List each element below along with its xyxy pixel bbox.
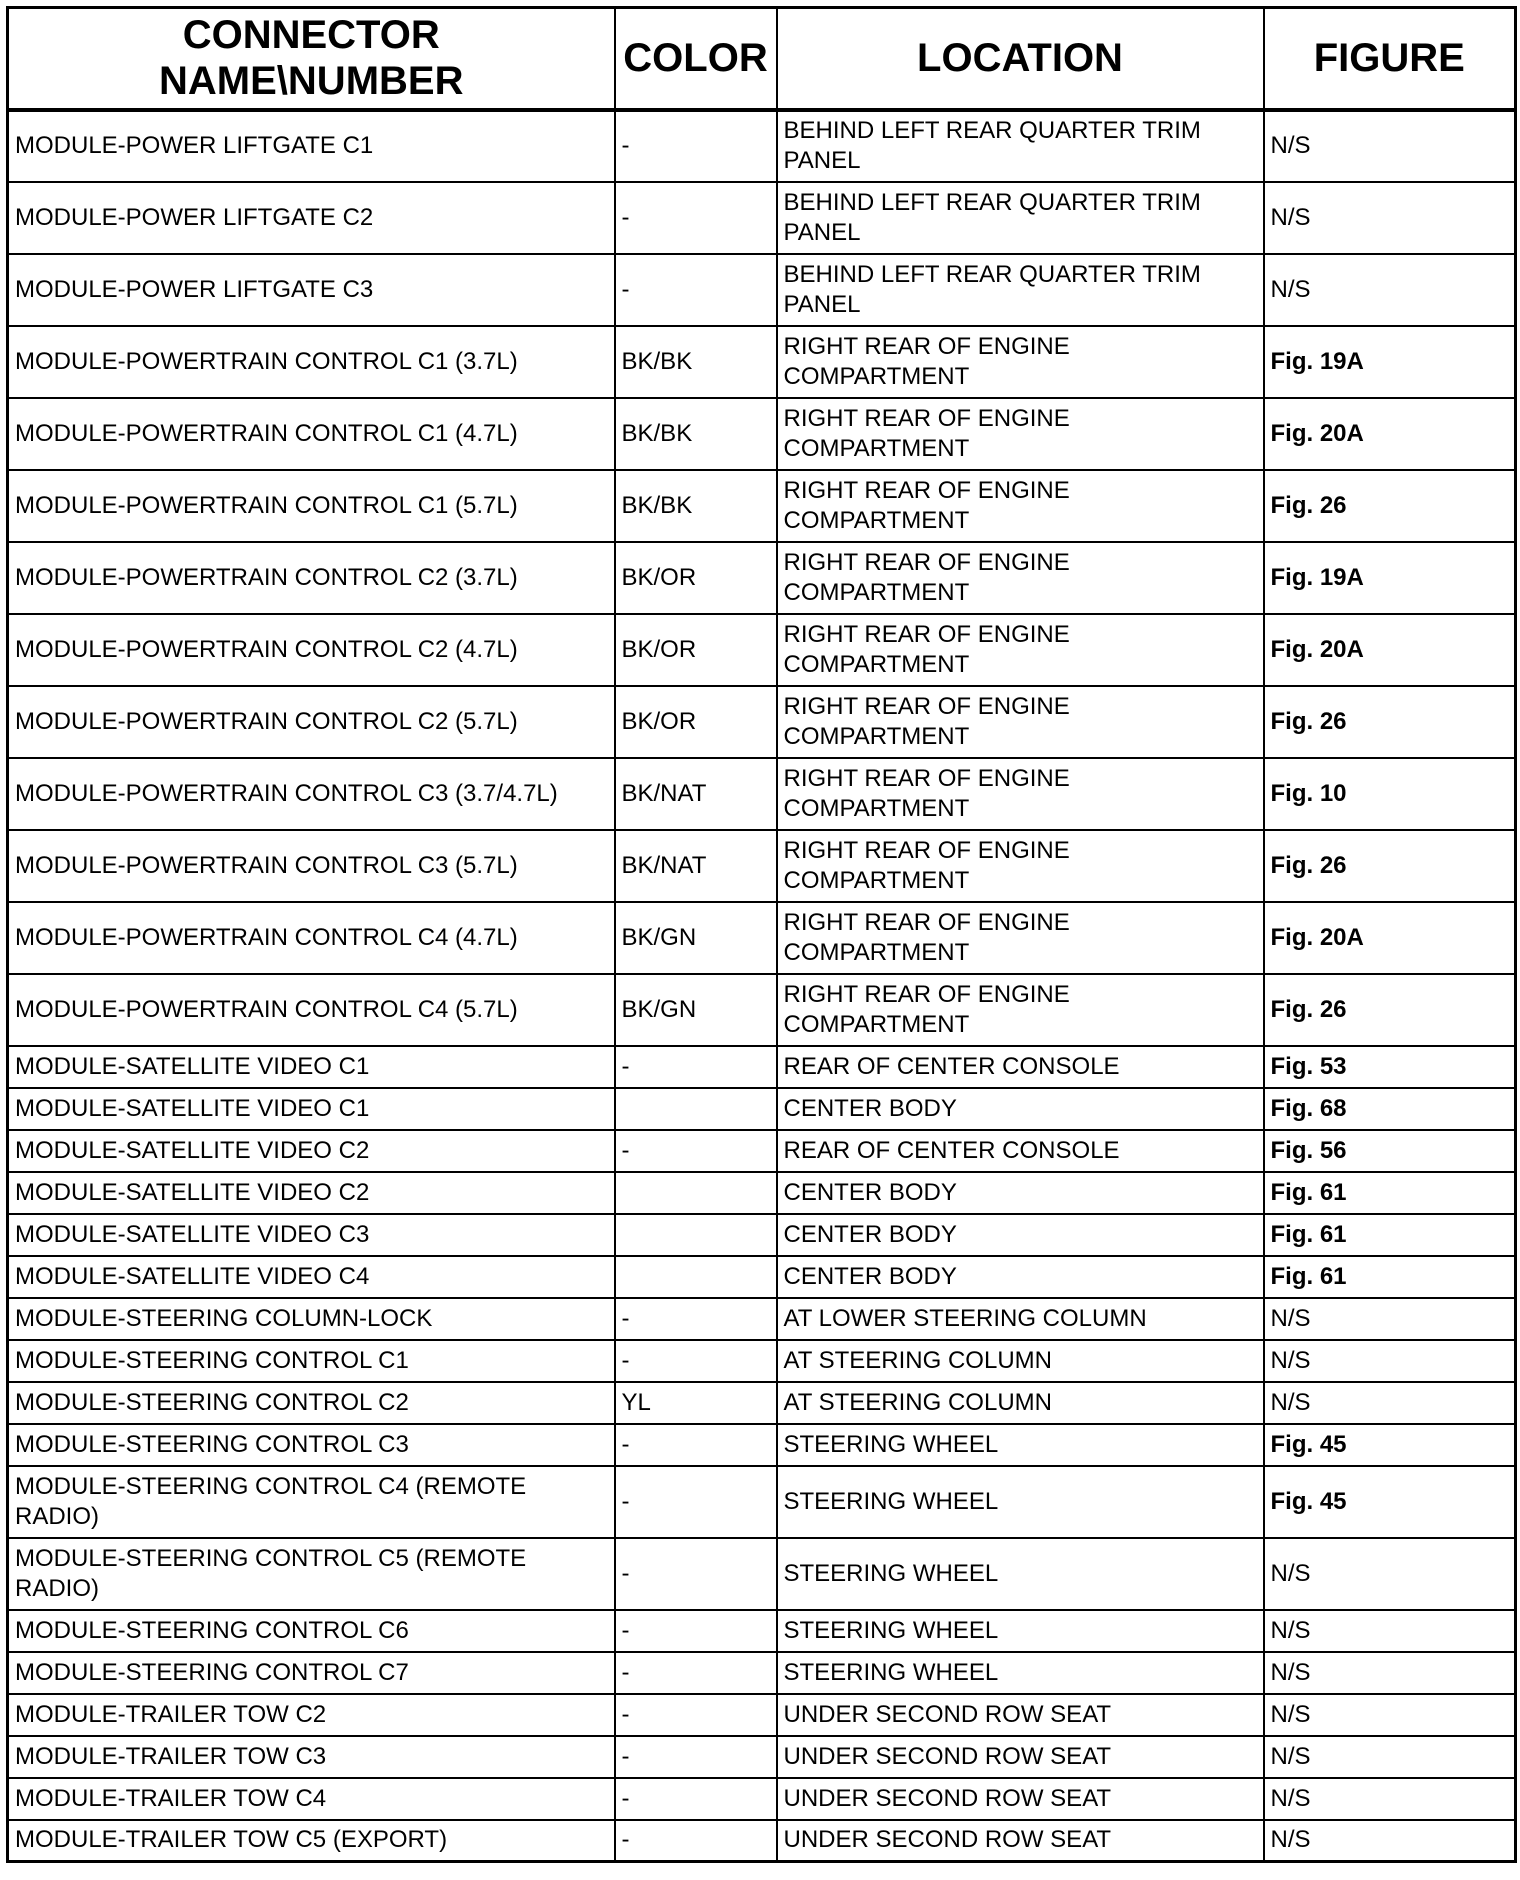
cell-location: CENTER BODY xyxy=(777,1172,1264,1214)
cell-connector-name: MODULE-POWERTRAIN CONTROL C1 (5.7L) xyxy=(8,470,615,542)
cell-color: BK/GN xyxy=(615,902,777,974)
cell-figure: Fig. 68 xyxy=(1264,1088,1516,1130)
cell-color: - xyxy=(615,1820,777,1862)
cell-location: BEHIND LEFT REAR QUARTER TRIM PANEL xyxy=(777,182,1264,254)
cell-location: RIGHT REAR OF ENGINE COMPARTMENT xyxy=(777,326,1264,398)
cell-connector-name: MODULE-STEERING CONTROL C7 xyxy=(8,1652,615,1694)
table-body xyxy=(8,110,1516,1862)
table-header xyxy=(8,8,1516,110)
table-row xyxy=(8,1172,1516,1214)
cell-location: RIGHT REAR OF ENGINE COMPARTMENT xyxy=(777,758,1264,830)
cell-color: BK/BK xyxy=(615,470,777,542)
cell-connector-name: MODULE-POWER LIFTGATE C2 xyxy=(8,182,615,254)
cell-location: RIGHT REAR OF ENGINE COMPARTMENT xyxy=(777,470,1264,542)
cell-connector-name: MODULE-TRAILER TOW C5 (EXPORT) xyxy=(8,1820,615,1862)
cell-color: - xyxy=(615,1424,777,1466)
table-row xyxy=(8,326,1516,398)
table-row xyxy=(8,1610,1516,1652)
cell-figure: Fig. 20A xyxy=(1264,614,1516,686)
cell-color: - xyxy=(615,110,777,182)
cell-location: CENTER BODY xyxy=(777,1256,1264,1298)
cell-color: YL xyxy=(615,1382,777,1424)
cell-figure: N/S xyxy=(1264,1610,1516,1652)
cell-figure: Fig. 61 xyxy=(1264,1214,1516,1256)
cell-location: RIGHT REAR OF ENGINE COMPARTMENT xyxy=(777,974,1264,1046)
cell-connector-name: MODULE-POWERTRAIN CONTROL C2 (5.7L) xyxy=(8,686,615,758)
cell-connector-name: MODULE-SATELLITE VIDEO C1 xyxy=(8,1088,615,1130)
cell-connector-name: MODULE-SATELLITE VIDEO C3 xyxy=(8,1214,615,1256)
cell-connector-name: MODULE-SATELLITE VIDEO C2 xyxy=(8,1172,615,1214)
table-row xyxy=(8,182,1516,254)
cell-figure: N/S xyxy=(1264,1652,1516,1694)
cell-location: RIGHT REAR OF ENGINE COMPARTMENT xyxy=(777,398,1264,470)
cell-location: BEHIND LEFT REAR QUARTER TRIM PANEL xyxy=(777,254,1264,326)
cell-connector-name: MODULE-POWERTRAIN CONTROL C1 (3.7L) xyxy=(8,326,615,398)
cell-figure: Fig. 26 xyxy=(1264,470,1516,542)
table-row xyxy=(8,686,1516,758)
cell-color: BK/NAT xyxy=(615,758,777,830)
cell-connector-name: MODULE-STEERING CONTROL C6 xyxy=(8,1610,615,1652)
table-row xyxy=(8,1820,1516,1862)
cell-color: BK/OR xyxy=(615,686,777,758)
table-row xyxy=(8,902,1516,974)
cell-connector-name: MODULE-STEERING CONTROL C2 xyxy=(8,1382,615,1424)
cell-color xyxy=(615,1172,777,1214)
table-row xyxy=(8,1088,1516,1130)
header-color: COLOR xyxy=(615,8,777,110)
cell-location: UNDER SECOND ROW SEAT xyxy=(777,1736,1264,1778)
cell-figure: Fig. 45 xyxy=(1264,1466,1516,1538)
cell-location: REAR OF CENTER CONSOLE xyxy=(777,1046,1264,1088)
table-row xyxy=(8,1466,1516,1538)
cell-figure: Fig. 10 xyxy=(1264,758,1516,830)
cell-location: STEERING WHEEL xyxy=(777,1466,1264,1538)
cell-figure: Fig. 53 xyxy=(1264,1046,1516,1088)
cell-color: BK/BK xyxy=(615,326,777,398)
cell-location: UNDER SECOND ROW SEAT xyxy=(777,1820,1264,1862)
cell-connector-name: MODULE-POWERTRAIN CONTROL C1 (4.7L) xyxy=(8,398,615,470)
table-row xyxy=(8,1340,1516,1382)
table-row xyxy=(8,1736,1516,1778)
cell-connector-name: MODULE-STEERING CONTROL C1 xyxy=(8,1340,615,1382)
cell-color: - xyxy=(615,1778,777,1820)
table-row xyxy=(8,1424,1516,1466)
cell-connector-name: MODULE-POWERTRAIN CONTROL C2 (3.7L) xyxy=(8,542,615,614)
cell-figure: N/S xyxy=(1264,1340,1516,1382)
cell-figure: Fig. 56 xyxy=(1264,1130,1516,1172)
cell-color xyxy=(615,1256,777,1298)
cell-color: - xyxy=(615,1340,777,1382)
cell-color: - xyxy=(615,1130,777,1172)
cell-figure: Fig. 61 xyxy=(1264,1256,1516,1298)
table-row xyxy=(8,398,1516,470)
cell-color: BK/GN xyxy=(615,974,777,1046)
cell-figure: Fig. 45 xyxy=(1264,1424,1516,1466)
cell-connector-name: MODULE-TRAILER TOW C3 xyxy=(8,1736,615,1778)
cell-figure: Fig. 26 xyxy=(1264,686,1516,758)
table-row xyxy=(8,1130,1516,1172)
table-row xyxy=(8,542,1516,614)
table-row xyxy=(8,974,1516,1046)
table-row xyxy=(8,470,1516,542)
cell-location: AT STEERING COLUMN xyxy=(777,1340,1264,1382)
table-row xyxy=(8,1382,1516,1424)
cell-connector-name: MODULE-POWER LIFTGATE C1 xyxy=(8,110,615,182)
cell-connector-name: MODULE-TRAILER TOW C4 xyxy=(8,1778,615,1820)
header-row xyxy=(8,8,1516,110)
cell-color: - xyxy=(615,1694,777,1736)
table-row xyxy=(8,1046,1516,1088)
cell-connector-name: MODULE-POWERTRAIN CONTROL C3 (3.7/4.7L) xyxy=(8,758,615,830)
cell-connector-name: MODULE-TRAILER TOW C2 xyxy=(8,1694,615,1736)
cell-location: UNDER SECOND ROW SEAT xyxy=(777,1778,1264,1820)
cell-location: RIGHT REAR OF ENGINE COMPARTMENT xyxy=(777,542,1264,614)
cell-color: BK/BK xyxy=(615,398,777,470)
cell-connector-name: MODULE-POWERTRAIN CONTROL C2 (4.7L) xyxy=(8,614,615,686)
cell-figure: Fig. 19A xyxy=(1264,542,1516,614)
cell-figure: N/S xyxy=(1264,182,1516,254)
cell-connector-name: MODULE-STEERING CONTROL C3 xyxy=(8,1424,615,1466)
cell-connector-name: MODULE-STEERING CONTROL C5 (REMOTE RADIO) xyxy=(8,1538,615,1610)
table-row xyxy=(8,758,1516,830)
cell-location: STEERING WHEEL xyxy=(777,1610,1264,1652)
cell-location: CENTER BODY xyxy=(777,1088,1264,1130)
table-row xyxy=(8,1652,1516,1694)
cell-connector-name: MODULE-POWERTRAIN CONTROL C4 (4.7L) xyxy=(8,902,615,974)
cell-location: RIGHT REAR OF ENGINE COMPARTMENT xyxy=(777,902,1264,974)
cell-color: BK/OR xyxy=(615,542,777,614)
cell-figure: Fig. 26 xyxy=(1264,974,1516,1046)
cell-figure: N/S xyxy=(1264,1694,1516,1736)
table-row xyxy=(8,830,1516,902)
cell-color: - xyxy=(615,1610,777,1652)
cell-color xyxy=(615,1088,777,1130)
cell-connector-name: MODULE-POWER LIFTGATE C3 xyxy=(8,254,615,326)
cell-connector-name: MODULE-POWERTRAIN CONTROL C4 (5.7L) xyxy=(8,974,615,1046)
cell-connector-name: MODULE-STEERING CONTROL C4 (REMOTE RADIO) xyxy=(8,1466,615,1538)
cell-figure: N/S xyxy=(1264,1382,1516,1424)
cell-color: BK/OR xyxy=(615,614,777,686)
cell-location: RIGHT REAR OF ENGINE COMPARTMENT xyxy=(777,614,1264,686)
cell-location: BEHIND LEFT REAR QUARTER TRIM PANEL xyxy=(777,110,1264,182)
header-connector-name: CONNECTOR NAME\NUMBER xyxy=(8,8,615,110)
cell-color: BK/NAT xyxy=(615,830,777,902)
cell-color xyxy=(615,1214,777,1256)
cell-figure: N/S xyxy=(1264,1778,1516,1820)
cell-location: STEERING WHEEL xyxy=(777,1538,1264,1610)
cell-location: CENTER BODY xyxy=(777,1214,1264,1256)
cell-location: UNDER SECOND ROW SEAT xyxy=(777,1694,1264,1736)
cell-figure: N/S xyxy=(1264,110,1516,182)
table-row xyxy=(8,1298,1516,1340)
cell-location: RIGHT REAR OF ENGINE COMPARTMENT xyxy=(777,830,1264,902)
table-row xyxy=(8,1694,1516,1736)
connector-table xyxy=(6,6,1517,1863)
cell-figure: Fig. 61 xyxy=(1264,1172,1516,1214)
cell-connector-name: MODULE-STEERING COLUMN-LOCK xyxy=(8,1298,615,1340)
table-row xyxy=(8,1256,1516,1298)
cell-location: AT STEERING COLUMN xyxy=(777,1382,1264,1424)
cell-figure: N/S xyxy=(1264,1298,1516,1340)
cell-figure: Fig. 20A xyxy=(1264,398,1516,470)
cell-connector-name: MODULE-POWERTRAIN CONTROL C3 (5.7L) xyxy=(8,830,615,902)
cell-figure: N/S xyxy=(1264,1820,1516,1862)
cell-location: AT LOWER STEERING COLUMN xyxy=(777,1298,1264,1340)
cell-figure: N/S xyxy=(1264,1538,1516,1610)
cell-figure: N/S xyxy=(1264,254,1516,326)
cell-color: - xyxy=(615,182,777,254)
table-row xyxy=(8,1778,1516,1820)
cell-color: - xyxy=(615,1046,777,1088)
table-row xyxy=(8,1214,1516,1256)
cell-figure: Fig. 26 xyxy=(1264,830,1516,902)
cell-figure: Fig. 19A xyxy=(1264,326,1516,398)
cell-color: - xyxy=(615,254,777,326)
table-row xyxy=(8,254,1516,326)
cell-figure: Fig. 20A xyxy=(1264,902,1516,974)
cell-location: RIGHT REAR OF ENGINE COMPARTMENT xyxy=(777,686,1264,758)
table-row xyxy=(8,1538,1516,1610)
cell-color: - xyxy=(615,1466,777,1538)
cell-connector-name: MODULE-SATELLITE VIDEO C1 xyxy=(8,1046,615,1088)
cell-color: - xyxy=(615,1538,777,1610)
table-row xyxy=(8,110,1516,182)
cell-connector-name: MODULE-SATELLITE VIDEO C2 xyxy=(8,1130,615,1172)
cell-figure: N/S xyxy=(1264,1736,1516,1778)
cell-location: REAR OF CENTER CONSOLE xyxy=(777,1130,1264,1172)
cell-connector-name: MODULE-SATELLITE VIDEO C4 xyxy=(8,1256,615,1298)
header-figure: FIGURE xyxy=(1264,8,1516,110)
cell-color: - xyxy=(615,1652,777,1694)
cell-color: - xyxy=(615,1736,777,1778)
cell-location: STEERING WHEEL xyxy=(777,1424,1264,1466)
cell-color: - xyxy=(615,1298,777,1340)
table-row xyxy=(8,614,1516,686)
header-location: LOCATION xyxy=(777,8,1264,110)
cell-location: STEERING WHEEL xyxy=(777,1652,1264,1694)
